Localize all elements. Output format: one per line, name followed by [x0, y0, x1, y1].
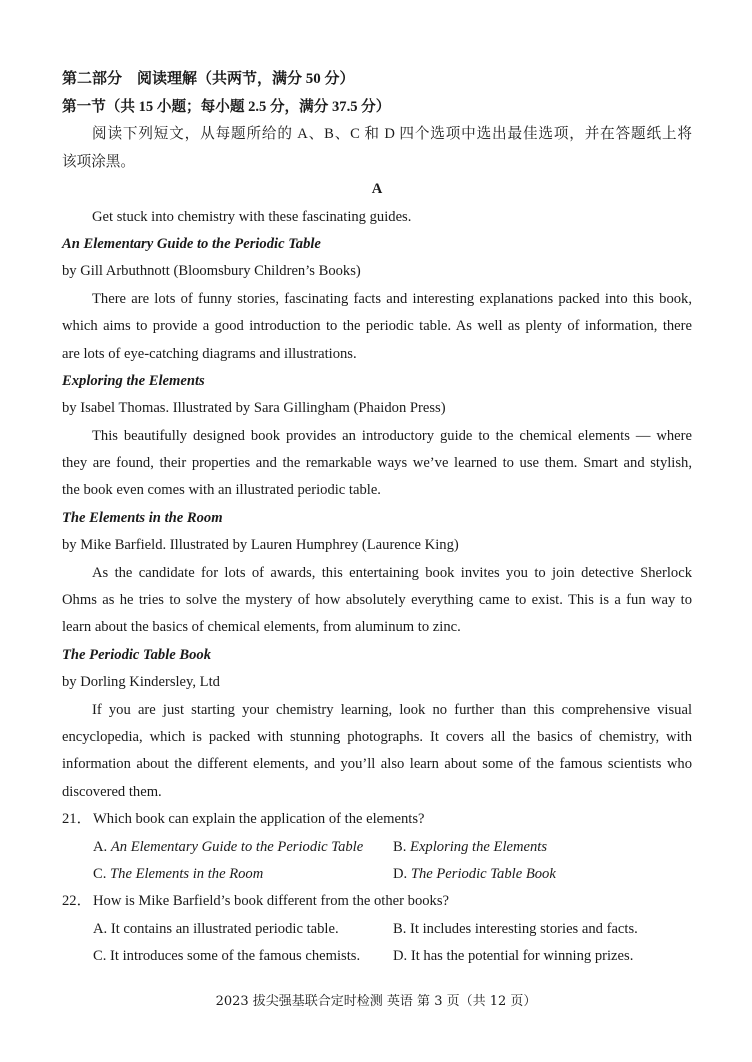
book-description-line: are lots of eye-catching diagrams and illustrations. — [62, 345, 357, 362]
book-title: The Elements in the Room — [62, 509, 223, 526]
option-row — [62, 861, 692, 888]
question-22 — [62, 888, 692, 970]
question-stem — [62, 888, 692, 915]
question-stem — [62, 806, 692, 833]
page-footer: 2023 拔尖强基联合定时检测 英语 第 3 页（共 12 页） — [215, 994, 537, 1009]
book-entry — [62, 642, 692, 806]
book-description-line: There are lots of funny stories, fascinating facts and interesting explanations packed into this book, — [92, 290, 692, 307]
instruction-line-2: 该项涂黑。 — [62, 153, 135, 170]
option-a[interactable]: A. An Elementary Guide to the Periodic Table — [93, 838, 364, 855]
book-entry — [62, 368, 692, 505]
book-description-line: encyclopedia, which is packed with stunning photographs. It covers all the basics of chemistry, with — [62, 728, 692, 745]
book-description-line: the book even comes with an illustrated periodic table. — [62, 482, 381, 499]
option-c[interactable]: C. The Elements in the Room — [93, 865, 264, 882]
book-description-line: This beautifully designed book provides an introductory guide to the chemical elements — where — [92, 427, 692, 444]
book-title: Exploring the Elements — [62, 372, 205, 389]
book-description-line: As the candidate for lots of awards, this entertaining book invites you to join detective Sherlock — [92, 564, 692, 581]
passage-letter: A — [371, 181, 383, 198]
book-entry — [62, 505, 692, 642]
part-title: 第二部分 阅读理解（共两节，满分 50 分） — [62, 71, 355, 87]
option-a[interactable]: A. It contains an illustrated periodic table. — [93, 920, 339, 937]
exam-page — [62, 64, 692, 971]
option-d[interactable]: D. It has the potential for winning prizes. — [393, 948, 634, 965]
option-row — [62, 916, 692, 943]
question-21 — [62, 806, 692, 888]
question-number: 22． — [62, 893, 92, 910]
option-row — [62, 834, 692, 861]
question-number: 21． — [62, 811, 92, 828]
book-description-line: Ohms as he tries to solve the mystery of how absolutely everything came to exist. This is a fun way to — [62, 592, 692, 609]
question-text: How is Mike Barfield’s book different from the other books? — [93, 893, 449, 910]
book-byline: by Gill Arbuthnott (Bloomsbury Children’s Books) — [62, 263, 361, 280]
book-byline: by Isabel Thomas. Illustrated by Sara Gillingham (Phaidon Press) — [62, 400, 446, 417]
section-title: 第一节（共 15 小题；每小题 2.5 分，满分 37.5 分） — [62, 99, 391, 115]
option-b[interactable]: B. It includes interesting stories and facts. — [393, 920, 638, 937]
book-byline: by Dorling Kindersley, Ltd — [62, 674, 220, 691]
book-description-line: they are found, their properties and the remarkable ways we’ve learned to use them. Smart and stylish, — [62, 455, 692, 472]
book-byline: by Mike Barfield. Illustrated by Lauren Humphrey (Laurence King) — [62, 537, 459, 554]
book-description-line: discovered them. — [62, 783, 162, 800]
option-d[interactable]: D. The Periodic Table Book — [393, 865, 556, 882]
book-description-line: learn about the basics of chemical elements, from aluminum to zinc. — [62, 619, 461, 636]
book-description-line: information about the different elements, and you’ll also learn about some of the famous scientists who — [62, 756, 692, 773]
option-b[interactable]: B. Exploring the Elements — [393, 838, 548, 855]
book-title: An Elementary Guide to the Periodic Table — [62, 235, 321, 252]
book-description-line: which aims to provide a good introduction to the periodic table. As well as plenty of information, there — [62, 318, 692, 335]
option-row — [62, 943, 692, 970]
book-title: The Periodic Table Book — [62, 646, 212, 663]
question-text: Which book can explain the application of the elements? — [93, 811, 425, 828]
book-description-line: If you are just starting your chemistry learning, look no further than this comprehensive visual — [92, 701, 692, 718]
option-c[interactable]: C. It introduces some of the famous chemists. — [93, 948, 361, 965]
instruction-line-1: 阅读下列短文，从每题所给的 A、B、C 和 D 四个选项中选出最佳选项，并在答题纸上将 — [92, 126, 692, 143]
passage-intro: Get stuck into chemistry with these fascinating guides. — [92, 208, 412, 225]
book-entry — [62, 231, 692, 368]
